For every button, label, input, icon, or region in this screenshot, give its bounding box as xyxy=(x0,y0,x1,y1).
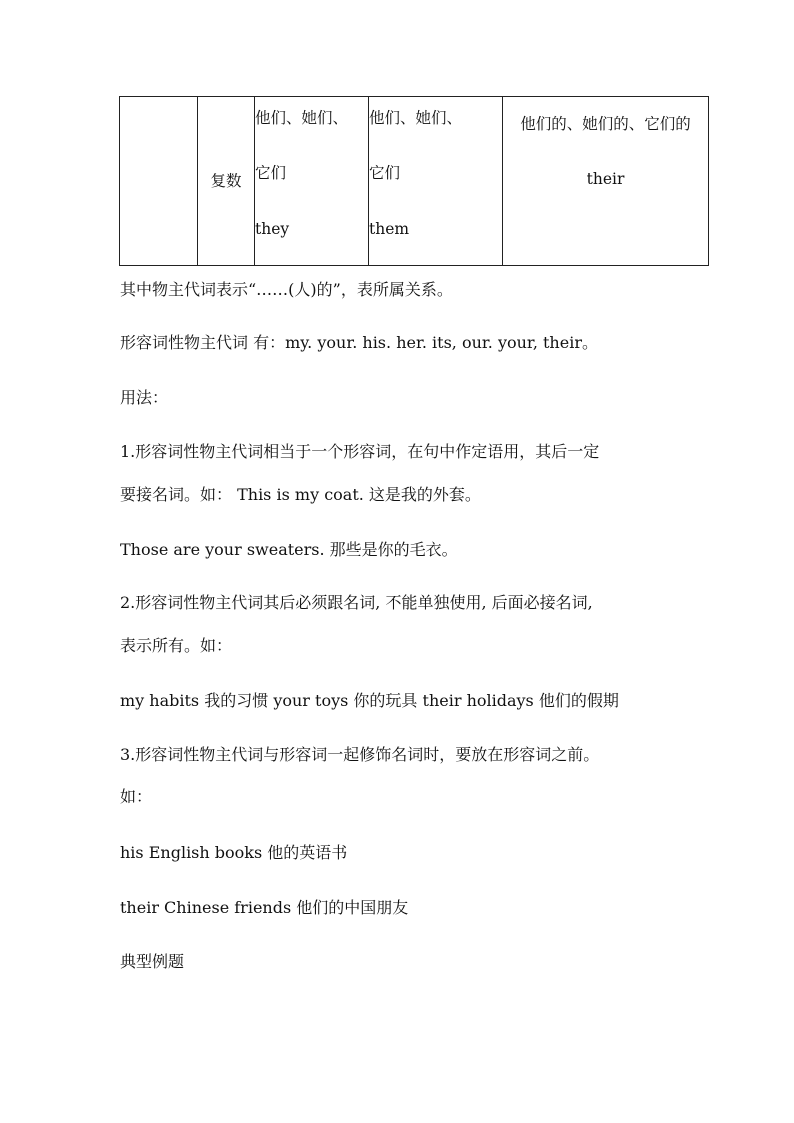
object-en: them xyxy=(369,220,410,238)
object-zh-line2: 它们 xyxy=(369,164,401,182)
table-cell-subject xyxy=(255,97,369,266)
paragraph-rule3-line2: 如： xyxy=(120,787,153,806)
subject-zh-line2: 它们 xyxy=(255,164,287,182)
table-cell-empty xyxy=(120,97,198,266)
paragraph-example-english-books: his English books 他的英语书 xyxy=(120,843,348,862)
table-cell-category xyxy=(198,97,255,266)
table-cell-possessive xyxy=(503,97,709,266)
table-row xyxy=(120,97,709,266)
object-zh-line1: 他们、她们、 xyxy=(369,109,463,127)
table-cell-object xyxy=(369,97,503,266)
paragraph-examples-phrases: my habits 我的习惯 your toys 你的玩具 their holidays 他们的假期 xyxy=(120,691,619,710)
possessive-zh: 他们的、她们的、它们的 xyxy=(520,115,691,133)
paragraph-example-sweaters: Those are your sweaters. 那些是你的毛衣。 xyxy=(120,540,458,559)
paragraph-possessive-meaning: 其中物主代词表示“……(人)的”，表所属关系。 xyxy=(120,280,453,299)
paragraph-example-chinese-friends: their Chinese friends 他们的中国朋友 xyxy=(120,898,409,917)
section-heading-examples: 典型例题 xyxy=(120,952,185,971)
paragraph-rule1-line2: 要接名词。如： This is my coat. 这是我的外套。 xyxy=(120,485,481,504)
paragraph-rule1-line1: 1.形容词性物主代词相当于一个形容词，在句中作定语用，其后一定 xyxy=(120,442,600,461)
subject-zh-line1: 他们、她们、 xyxy=(255,109,349,127)
paragraph-rule2-line1: 2.形容词性物主代词其后必须跟名词, 不能单独使用, 后面必接名词, xyxy=(120,593,593,612)
category-label: 复数 xyxy=(210,172,242,190)
paragraph-rule3-line1: 3.形容词性物主代词与形容词一起修饰名词时，要放在形容词之前。 xyxy=(120,745,600,764)
paragraph-adjectival-list: 形容词性物主代词 有：my. your. his. her. its, our. your, their。 xyxy=(120,333,598,352)
subject-en: they xyxy=(255,220,290,238)
possessive-en: their xyxy=(586,170,625,188)
pronoun-table xyxy=(119,96,709,266)
paragraph-usage-heading: 用法： xyxy=(120,388,169,407)
paragraph-rule2-line2: 表示所有。如： xyxy=(120,636,233,655)
